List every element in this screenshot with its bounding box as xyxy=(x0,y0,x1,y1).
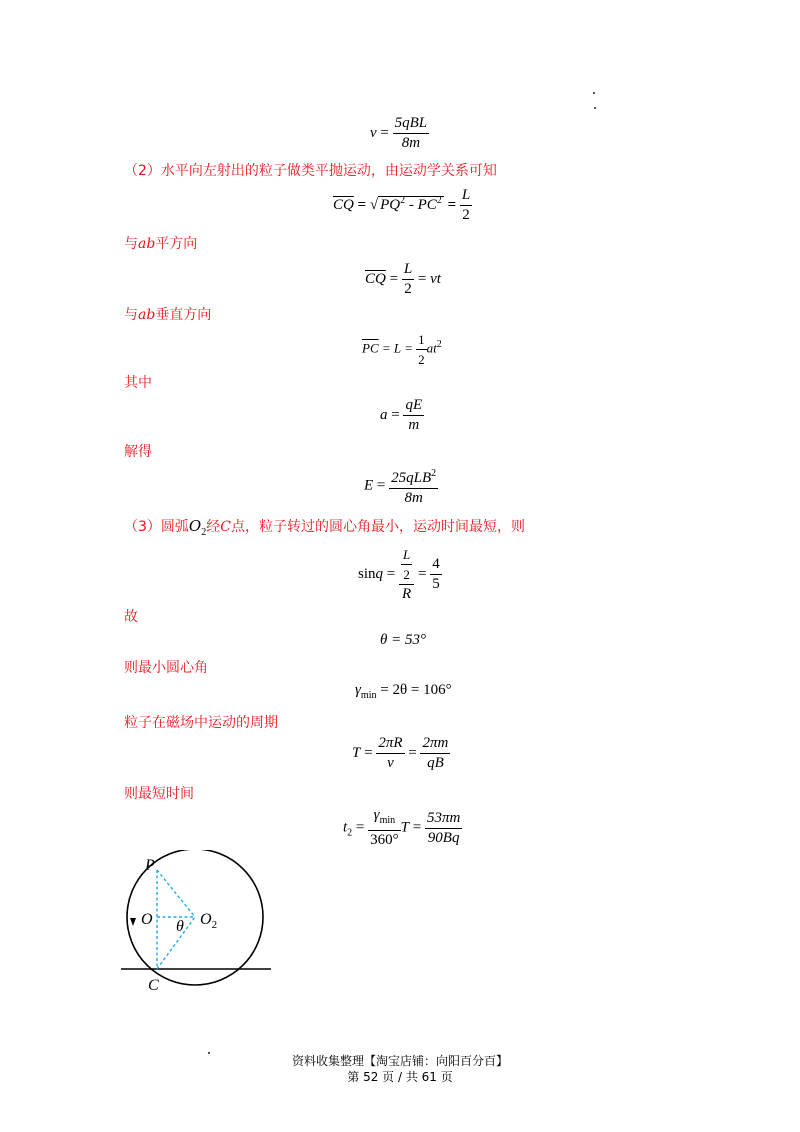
footer-page-number: 第 52 页 / 共 61 页 xyxy=(347,1070,453,1084)
footer-source: 资料收集整理【淘宝店铺：向阳百分百】 xyxy=(291,1054,508,1068)
eq-cq-sqrt: $\overline{CQ}$ = √ $PQ^2 - PC^2$ = $\frac{L}{2}$ xyxy=(333,187,471,223)
text-min-angle: 则最小圆心角 xyxy=(124,660,208,676)
text-qizhong: 其中 xyxy=(124,375,152,391)
direction-arrow-icon xyxy=(130,918,136,926)
label-theta: θ xyxy=(176,918,184,935)
eq-theta: θ = 53° xyxy=(380,632,426,648)
eq-velocity: v = $\frac{\text{5qBL}}{8m}$ xyxy=(370,115,428,151)
eq-gamma-min: $\gamma_{min} = 2\theta = 106^\circ$ xyxy=(355,682,452,701)
eq-period: T = $\frac{2\pi R}{v}$ = $\frac{2\pi m}{qB}$ xyxy=(352,735,449,771)
eq-acceleration: a = $\frac{qE}{m}$ xyxy=(380,397,423,433)
mark-dot xyxy=(594,107,596,109)
text-ab-perp: 与ab垂直方向 xyxy=(124,307,212,323)
eq-sine: sinq = $\frac{\frac{L}{2}}{R}$ = $\frac{4}{5}$ xyxy=(358,547,440,602)
label-o: O xyxy=(141,911,153,928)
mark-dot xyxy=(593,92,595,94)
label-c: C xyxy=(148,977,159,994)
eq-time: $t_2$ = $\frac{\gamma_{min}}{360^\circ}$ T = $\frac{53\pi m}{90Bq}$ xyxy=(343,807,461,848)
text-jiede: 解得 xyxy=(124,444,152,460)
text-part3: （3）圆弧$O_2$经C点，粒子转过的圆心角最小，运动时间最短，则 xyxy=(124,517,525,538)
eq-field: E = $\frac{25qLB^2}{8m}$ xyxy=(364,464,438,508)
label-o2: $O_2$ xyxy=(200,911,218,931)
trajectory-diagram xyxy=(115,850,285,1000)
text-part2: （2）水平向左射出的粒子做类平抛运动，由运动学关系可知 xyxy=(124,163,497,179)
text-shortest: 则最短时间 xyxy=(124,786,194,802)
label-p: P xyxy=(145,857,155,874)
text-period: 粒子在磁场中运动的周期 xyxy=(124,715,278,731)
eq-pc-at2: $\overline{PC} = L$ = $\frac{1}{2}$ $at^2$ xyxy=(362,332,442,367)
text-gu: 故 xyxy=(124,609,138,625)
text-ab-parallel: 与ab平方向 xyxy=(124,236,198,252)
eq-cq-vt: $\overline{CQ}$ = $\frac{L}{2}$ = vt xyxy=(365,261,441,297)
